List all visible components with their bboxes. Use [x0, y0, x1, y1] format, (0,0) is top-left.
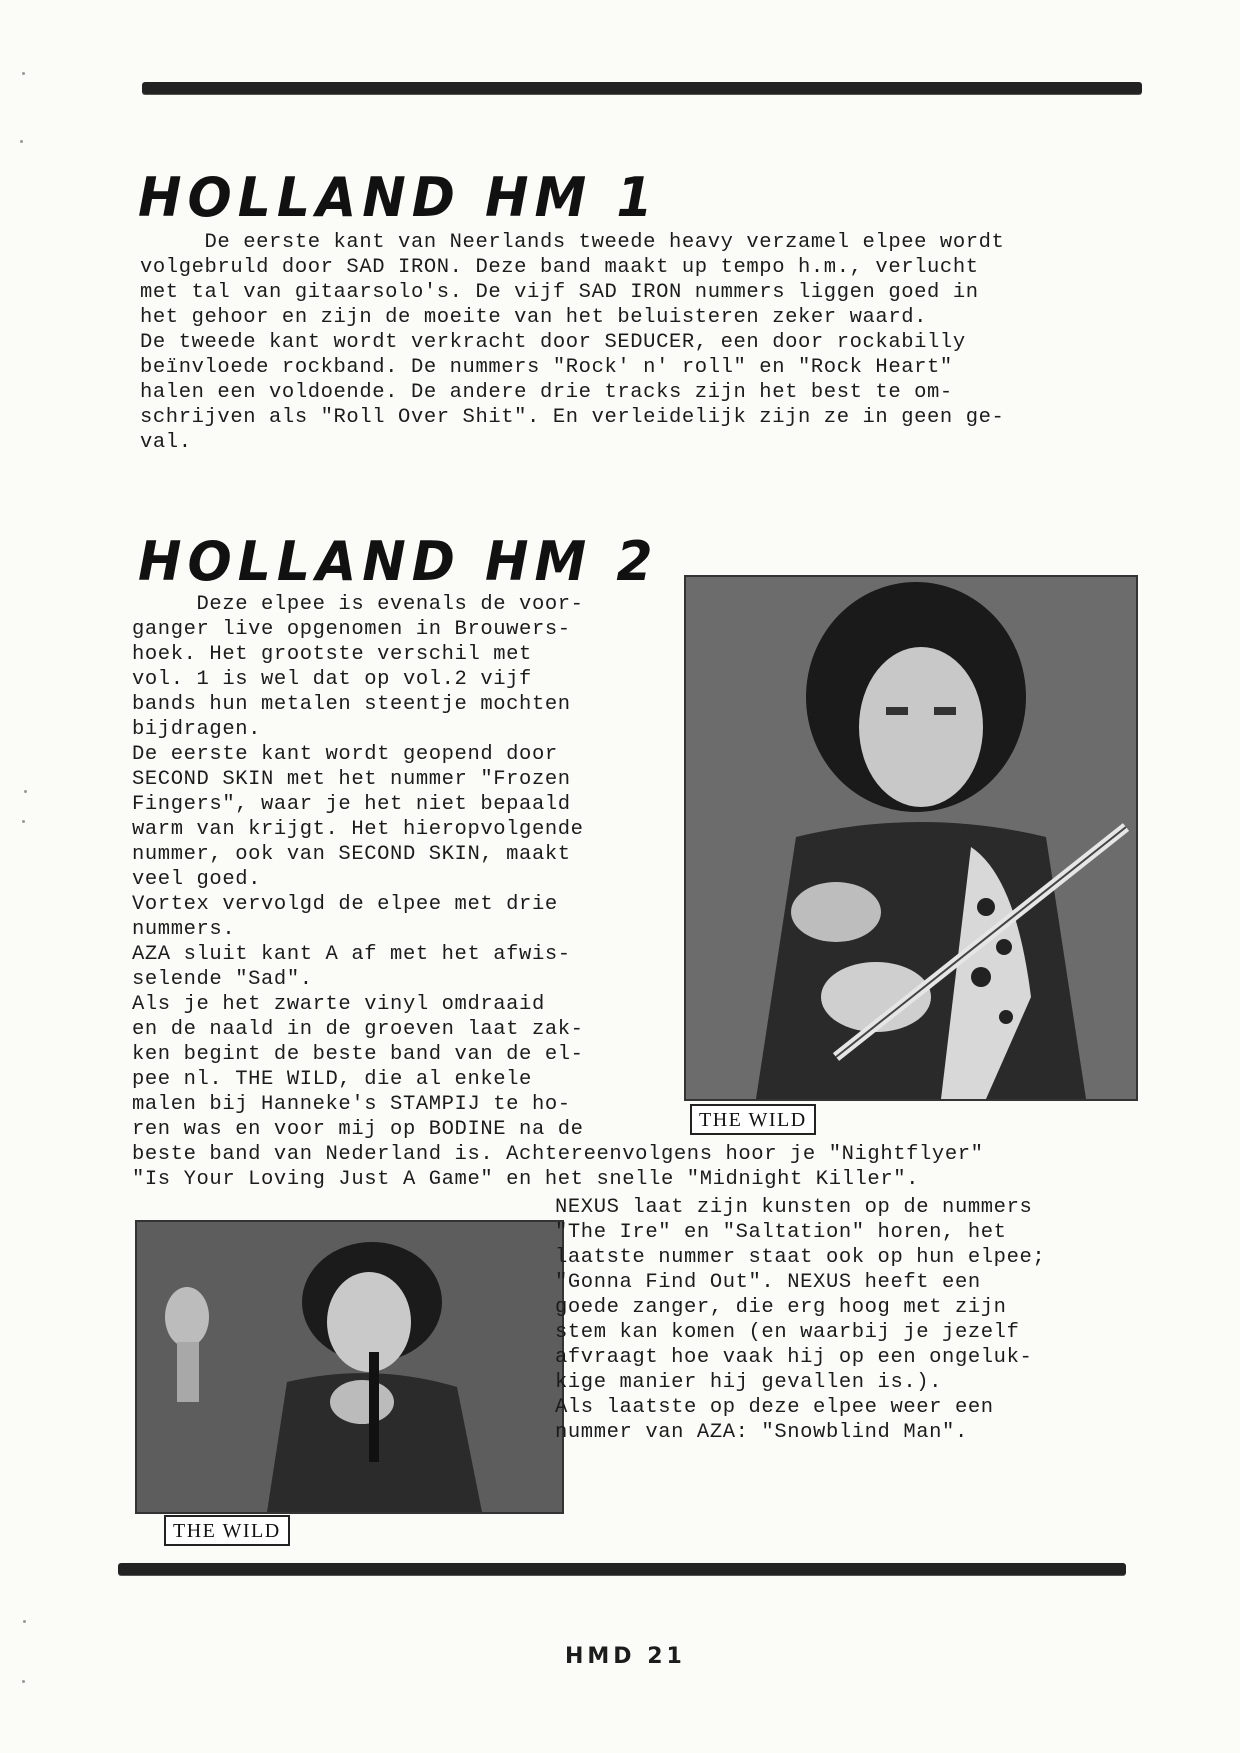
scan-speck: [22, 1680, 25, 1683]
scan-speck: [23, 1620, 26, 1623]
photo-the-wild-guitarist: [684, 575, 1138, 1101]
heading-holland-hm-1: HOLLAND HM 1: [138, 166, 659, 230]
page-label: HMD 21: [565, 1644, 686, 1669]
photo2-caption: THE WILD: [164, 1515, 290, 1546]
body-text-section-2-part-2: NEXUS laat zijn kunsten op de nummers "The Ire" en "Saltation" horen, het laatste nummer staat ook op hun elpee; "Gonna Find Out". NEXUS heeft een goede zanger, die erg hoog met zijn stem kan komen (en waarbij je jezelf afvraagt hoe vaak hij op een ongeluk- kige manier hij gevallen is.). Als laatste op deze elpee weer een nummer van AZA: "Snowblind Man".: [555, 1196, 1046, 1444]
scan-speck: [22, 72, 25, 75]
scan-speck: [24, 790, 27, 793]
heading-holland-hm-2: HOLLAND HM 2: [138, 530, 659, 594]
body-text-section-2-part-1: Deze elpee is evenals de voor- ganger live opgenomen in Brouwers- hoek. Het grootste verschil met vol. 1 is wel dat op vol.2 vijf bands hun metalen steentje mochten bijdragen. De eerste kant wordt geopend door SECOND SKIN met het nummer "Frozen Fingers", waar je het niet bepaald warm van krijgt. Het hieropvolgende nummer, ook van SECOND SKIN, maakt veel goed. Vortex vervolgd de elpee met drie nummers. AZA sluit kant A af met het afwis- selende "Sad". Als je het zwarte vinyl omdraaid en de naald in de groeven laat zak- ken begint de beste band van de el- pee nl. THE WILD, die al enkele malen bij Hanneke's STAMPIJ te ho- ren was en voor mij op BODINE na de beste band van Nederland is. Achtereenvolgens hoor je "Nightflyer" "Is Your Loving Just A Game" en het snelle "Midnight Killer".: [132, 593, 984, 1191]
scan-speck: [22, 820, 25, 823]
body-text-section-1: De eerste kant van Neerlands tweede heavy verzamel elpee wordt volgebruld door SAD IRON. Deze band maakt up tempo h.m., verlucht met tal van gitaarsolo's. De vijf SAD IRON nummers liggen goed in het gehoor en zijn de moeite van het beluisteren zeker waard. De tweede kant wordt verkracht door SEDUCER, een door rockabilly beïnvloede rockband. De nummers "Rock' n' roll" en "Rock Heart" halen een voldoende. De andere drie tracks zijn het best te om- schrijven als "Roll Over Shit". En verleidelijk zijn ze in geen ge- val.: [140, 231, 1005, 454]
bottom-rule: [118, 1563, 1126, 1575]
photo-the-wild-singer: [135, 1220, 564, 1514]
scan-speck: [20, 140, 23, 143]
photo1-caption: THE WILD: [690, 1104, 816, 1135]
top-rule: [142, 82, 1142, 94]
